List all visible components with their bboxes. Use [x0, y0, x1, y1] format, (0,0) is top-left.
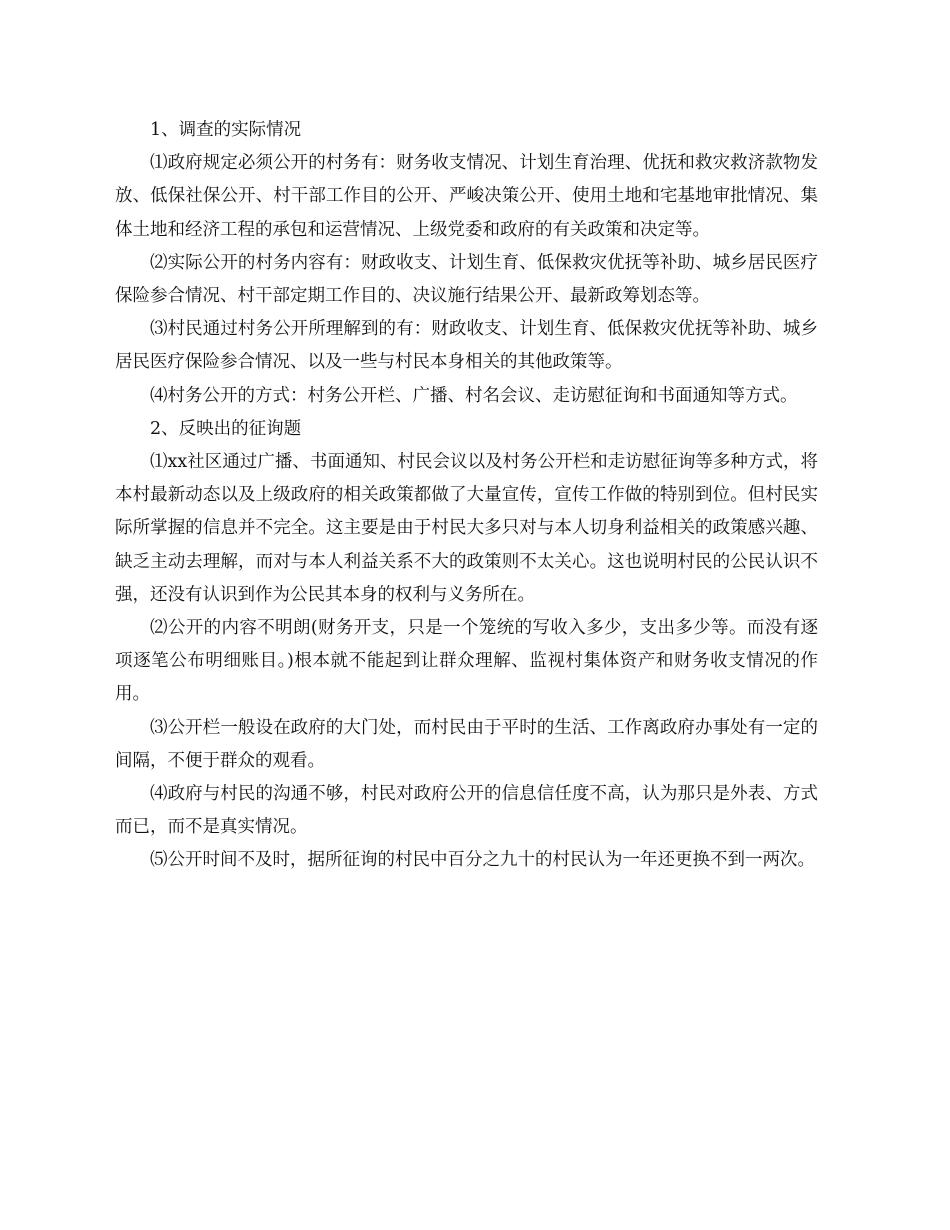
section-heading-1: 1、调查的实际情况 [150, 120, 302, 140]
paragraph-issue-5: ⑸公开时间不及时，据所征询的村民中百分之九十的村民认为一年还更换不到一两次。 [150, 850, 815, 871]
section-heading-2: 2、反映出的征询题 [150, 418, 302, 439]
paragraph-issue-1: ⑴xx社区通过广播、书面通知、村民会议以及村务公开栏和走访慰征询等多种方式，将本村最新动态以及上级政府的相关政策都做了大量宣传，宣传工作做的特别到位。但村民实际所掌握的信息并不完全。这主要是由于村民大多只对与本人切身利益相关的政策感兴趣、缺乏主动去理解，而对与本人利益关系不大的政策则不太关心。这也说明村民的公民认识不强，还没有认识到作为公民其本身的权利与义务所在。 [115, 452, 818, 605]
paragraph-item-2: ⑵实际公开的村务内容有：财政收支、计划生育、低保救灾优抚等补助、城乡居民医疗保险参合情况、村干部定期工作目的、决议施行结果公开、最新政筹划态等。 [115, 252, 818, 307]
document-body [115, 114, 818, 878]
paragraph-issue-2: ⑵公开的内容不明朗(财务开支，只是一个笼统的写收入多少，支出多少等。而没有逐项逐笔公布明细账目。)根本就不能起到让群众理解、监视村集体资产和财务收支情况的作用。 [115, 618, 818, 705]
paragraph-issue-4: ⑷政府与村民的沟通不够，村民对政府公开的信息信任度不高，认为那只是外表、方式而已，而不是真实情况。 [115, 784, 818, 838]
paragraph-issue-3: ⑶公开栏一般设在政府的大门处，而村民由于平时的生活、工作离政府办事处有一定的间隔，不便于群众的观看。 [115, 717, 818, 771]
paragraph-item-4: ⑷村务公开的方式：村务公开栏、广播、村名会议、走访慰征询和书面通知等方式。 [150, 385, 798, 406]
paragraph-item-1: ⑴政府规定必须公开的村务有：财务收支情况、计划生育治理、优抚和救灾救济款物发放、低保社保公开、村干部工作目的公开、严峻决策公开、使用土地和宅基地审批情况、集体土地和经济工程的承包和运营情况、上级党委和政府的有关政策和决定等。 [115, 153, 818, 240]
paragraph-item-3: ⑶村民通过村务公开所理解到的有：财政收支、计划生育、低保救灾优抚等补助、城乡居民医疗保险参合情况、以及一些与村民本身相关的其他政策等。 [115, 319, 818, 373]
